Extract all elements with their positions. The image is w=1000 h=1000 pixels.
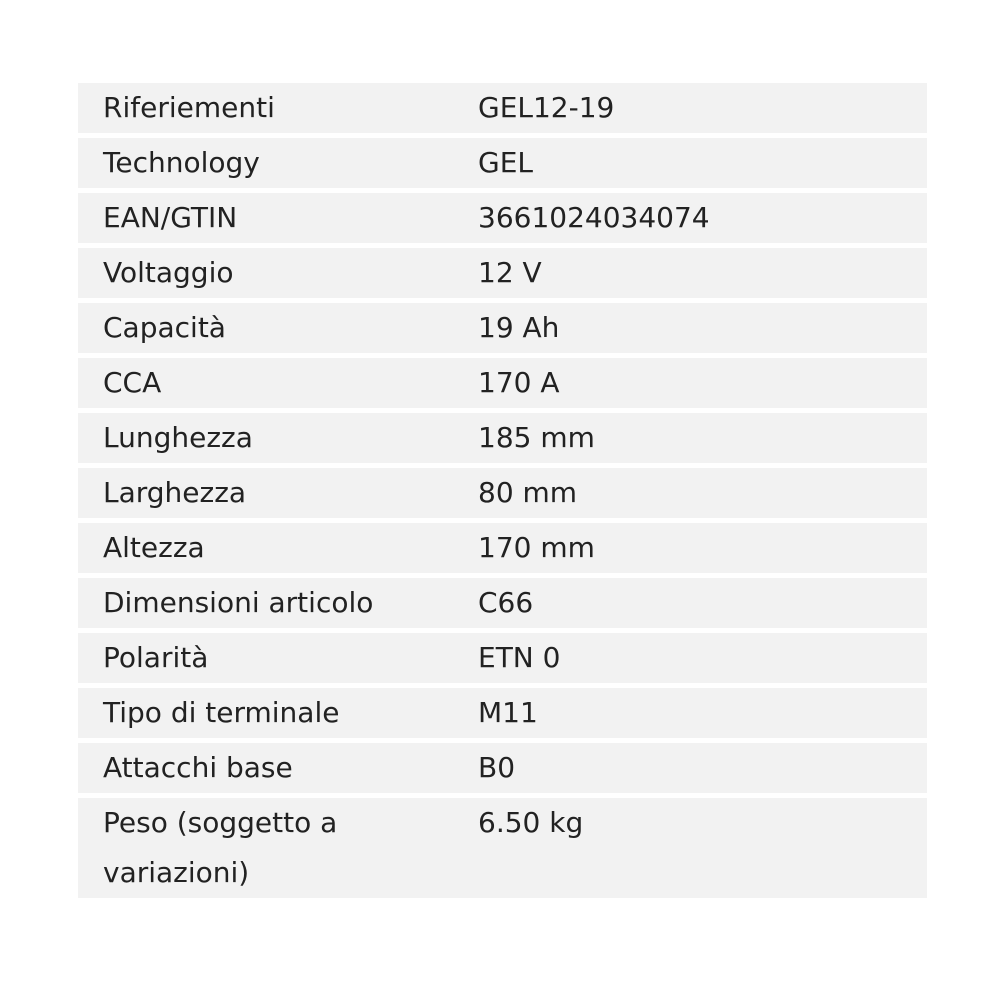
spec-row-voltage	[78, 248, 927, 298]
spec-row-length	[78, 413, 927, 463]
spec-value: 170 mm	[478, 531, 595, 564]
spec-row-weight	[78, 798, 927, 898]
spec-value: C66	[478, 586, 534, 619]
spec-value: M11	[478, 696, 538, 729]
spec-value: 80 mm	[478, 476, 578, 509]
spec-value: B0	[478, 751, 516, 784]
spec-label: Larghezza	[103, 476, 247, 509]
spec-value: 12 V	[478, 256, 542, 289]
spec-row-base-mounts	[78, 743, 927, 793]
spec-row-capacity	[78, 303, 927, 353]
spec-value: 3661024034074	[478, 201, 710, 234]
spec-label: CCA	[103, 366, 162, 399]
spec-label: Voltaggio	[103, 256, 234, 289]
spec-value: 19 Ah	[478, 311, 560, 344]
spec-label: Tipo di terminale	[103, 696, 340, 729]
spec-label: Attacchi base	[103, 751, 293, 784]
spec-label: Riferiementi	[103, 91, 275, 124]
spec-value: GEL	[478, 146, 533, 179]
spec-label: Technology	[103, 146, 260, 179]
spec-label: EAN/GTIN	[103, 201, 238, 234]
spec-row-height	[78, 523, 927, 573]
spec-label: Peso (soggetto a variazioni)	[103, 806, 338, 889]
spec-row-dimensions	[78, 578, 927, 628]
spec-table	[78, 83, 927, 898]
spec-label: Dimensioni articolo	[103, 586, 374, 619]
spec-row-terminal-type	[78, 688, 927, 738]
spec-value: 185 mm	[478, 421, 595, 454]
spec-row-width	[78, 468, 927, 518]
spec-value: 6.50 kg	[478, 806, 584, 839]
spec-label: Polarità	[103, 641, 209, 674]
spec-row-technology	[78, 138, 927, 188]
spec-value: 170 A	[478, 366, 560, 399]
spec-row-reference	[78, 83, 927, 133]
spec-label: Capacità	[103, 311, 226, 344]
spec-value: ETN 0	[478, 641, 561, 674]
spec-row-cca	[78, 358, 927, 408]
spec-value: GEL12-19	[478, 91, 615, 124]
spec-label: Lunghezza	[103, 421, 253, 454]
spec-row-polarity	[78, 633, 927, 683]
spec-label: Altezza	[103, 531, 205, 564]
spec-row-ean	[78, 193, 927, 243]
